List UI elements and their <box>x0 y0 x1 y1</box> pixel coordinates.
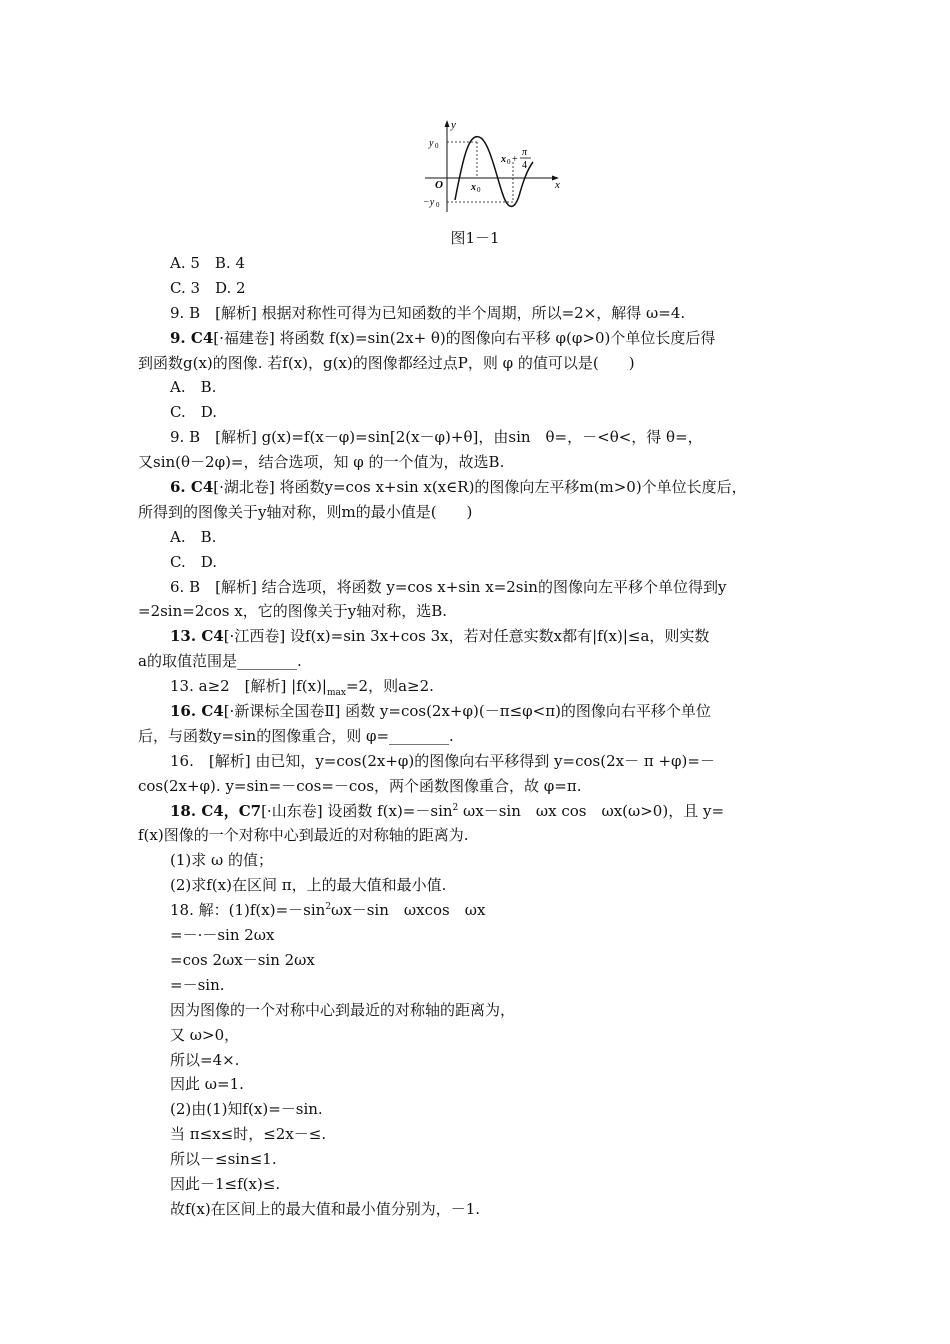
text-line <box>138 624 818 649</box>
line-text: [·福建卷] 将函数 f(x)=sin(2x+ θ)的图像向右平移 φ(φ>0)个单位长度后得 <box>213 328 716 347</box>
line-text: 16. [解析] 由已知，y=cos(2x+φ)的图像向右平移得到 y=cos(2x－ π +φ)=－ <box>170 751 715 770</box>
origin-label: O <box>435 179 443 191</box>
line-text: (2)求f(x)在区间 π，上的最大值和最小值. <box>170 876 447 895</box>
problem-tag: 9. C4 <box>170 328 214 347</box>
line-text: 又sin(θ－2φ)=，结合选项，知 φ 的一个值为，故选B. <box>138 453 505 472</box>
neg-y0-sub: 0 <box>436 201 440 209</box>
text-line <box>138 724 818 749</box>
line-text: 6. B [解析] 结合选项，将函数 y=cos x+sin x=2sin的图像向左平移个单位得到y <box>170 577 727 596</box>
neg-y0-label: −y <box>423 197 435 208</box>
shift-prefix-label: x <box>501 154 506 165</box>
y-axis-label: y <box>451 119 456 131</box>
text-line <box>138 251 818 276</box>
line-text: a的取值范围是________. <box>138 652 302 671</box>
text-line <box>138 326 818 351</box>
line-text: 所以=4×. <box>170 1050 240 1069</box>
text-line <box>138 674 818 699</box>
line-text: (2)由(1)知f(x)=－sin. <box>170 1100 323 1119</box>
text-line <box>138 699 818 724</box>
line-text: A. B. <box>170 378 217 397</box>
y0-sub: 0 <box>435 142 439 150</box>
line-text: A. 5 B. 4 <box>170 254 246 272</box>
line-text: [·山东卷] 设函数 f(x)=－sin <box>261 801 453 820</box>
line-text-tail: ωx－sin ωx cos ωx(ω>0)，且 y= <box>458 801 725 820</box>
line-text: 后，与函数y=sin的图像重合，则 φ=________. <box>138 726 454 745</box>
text-line <box>138 599 818 624</box>
text-line <box>138 375 818 400</box>
text-line <box>138 301 818 326</box>
superscript: 2 <box>452 802 459 813</box>
line-text: =2sin=2cos x，它的图像关于y轴对称，选B. <box>138 602 448 621</box>
line-text: 当 π≤x≤时，≤2x－≤. <box>170 1125 327 1144</box>
line-text: 13. a≥2 [解析] |f(x)| <box>170 677 327 696</box>
text-line <box>138 873 818 898</box>
line-text: [·江西卷] 设f(x)=sin 3x+cos 3x，若对任意实数x都有|f(x)|≤a，则实数 <box>223 627 710 646</box>
line-text: cos(2x+φ). y=sin=－cos=－cos，两个函数图像重合，故 φ=π. <box>138 776 582 795</box>
text-line <box>138 799 818 824</box>
line-text: [·湖北卷] 将函数y=cos x+sin x(x∈R)的图像向左平移m(m>0)个单位长度后， <box>213 478 747 497</box>
line-text: C. D. <box>170 403 217 422</box>
text-line <box>138 973 818 998</box>
text-line <box>138 749 818 774</box>
line-text-tail: =2，则a≥2. <box>345 677 434 696</box>
text-line <box>138 923 818 948</box>
line-text: 9. B [解析] 根据对称性可得为已知函数的半个周期，所以=2×，解得 ω=4. <box>170 303 686 322</box>
line-text: [·新课标全国卷Ⅱ] 函数 y=cos(2x+φ)(－π≤φ<π)的图像向右平移个单位 <box>223 702 711 721</box>
text-line <box>138 575 818 600</box>
text-line <box>138 400 818 425</box>
figure-caption: 图1－1 <box>450 229 500 247</box>
document-body <box>138 251 818 1222</box>
superscript: 2 <box>325 902 332 913</box>
shift-sub-label: 0 <box>507 158 511 166</box>
line-text: 因此－1≤f(x)≤. <box>170 1174 281 1193</box>
line-text: 所得到的图像关于y轴对称，则m的最小值是( ) <box>138 502 473 521</box>
problem-tag: 13. C4 <box>170 627 224 646</box>
line-text-tail: ωx－sin ωxcos ωx <box>331 901 486 920</box>
line-text: 到函数g(x)的图像. 若f(x)，g(x)的图像都经过点P，则 φ 的值可以是( ) <box>138 353 635 372</box>
line-text: =－·－sin 2ωx <box>170 926 275 945</box>
problem-tag: 6. C4 <box>170 478 214 497</box>
y-axis-arrow <box>445 120 450 127</box>
line-text: 因为图像的一个对称中心到最近的对称轴的距离为， <box>170 1000 516 1019</box>
text-line <box>138 1048 818 1073</box>
text-line <box>138 276 818 301</box>
text-line <box>138 948 818 973</box>
text-line <box>138 1072 818 1097</box>
line-text: =－sin. <box>170 975 225 994</box>
text-line <box>138 425 818 450</box>
text-line <box>138 525 818 550</box>
sine-curve-figure <box>415 118 565 216</box>
line-text: A. B. <box>170 527 217 546</box>
text-line <box>138 649 818 674</box>
text-line <box>138 1097 818 1122</box>
text-line <box>138 1147 818 1172</box>
text-line <box>138 848 818 873</box>
problem-tag: 18. C4，C7 <box>170 801 262 820</box>
text-line <box>138 475 818 500</box>
line-text: 9. B [解析] g(x)=f(x－φ)=sin[2(x－φ)+θ]，由sin θ=，－<θ<，得 θ=， <box>170 428 703 447</box>
line-text: 故f(x)在区间上的最大值和最小值分别为，－1. <box>170 1199 481 1218</box>
text-line <box>138 1197 818 1222</box>
line-text: 所以－≤sin≤1. <box>170 1150 277 1169</box>
shift-numerator: π <box>522 147 528 158</box>
line-text: 18. 解：(1)f(x)=－sin <box>170 901 326 920</box>
x0-sub: 0 <box>477 186 481 194</box>
text-line <box>138 1023 818 1048</box>
line-text: 又 ω>0， <box>170 1025 240 1044</box>
text-line <box>138 1122 818 1147</box>
text-line <box>138 550 818 575</box>
line-text: f(x)图像的一个对称中心到最近的对称轴的距离为. <box>138 826 469 845</box>
line-text: (1)求 ω 的值； <box>170 851 274 870</box>
text-line <box>138 774 818 799</box>
text-line <box>138 823 818 848</box>
y0-label: y <box>429 138 434 149</box>
x-axis-label: x <box>555 179 560 191</box>
text-line <box>138 998 818 1023</box>
line-text: C. D. <box>170 552 217 571</box>
line-text: C. 3 D. 2 <box>170 278 246 297</box>
problem-tag: 16. C4 <box>170 702 224 721</box>
x0-label: x <box>471 182 476 193</box>
text-line <box>138 898 818 923</box>
line-text: =cos 2ωx－sin 2ωx <box>170 950 315 969</box>
shift-denominator: 4 <box>522 160 527 171</box>
text-line <box>138 500 818 525</box>
text-line <box>138 1172 818 1197</box>
text-line <box>138 351 818 376</box>
shift-plus-label: + <box>512 154 518 165</box>
line-text: 因此 ω=1. <box>170 1075 244 1094</box>
text-line <box>138 450 818 475</box>
subscript: max <box>326 688 346 699</box>
sine-curve-graph <box>415 118 565 216</box>
